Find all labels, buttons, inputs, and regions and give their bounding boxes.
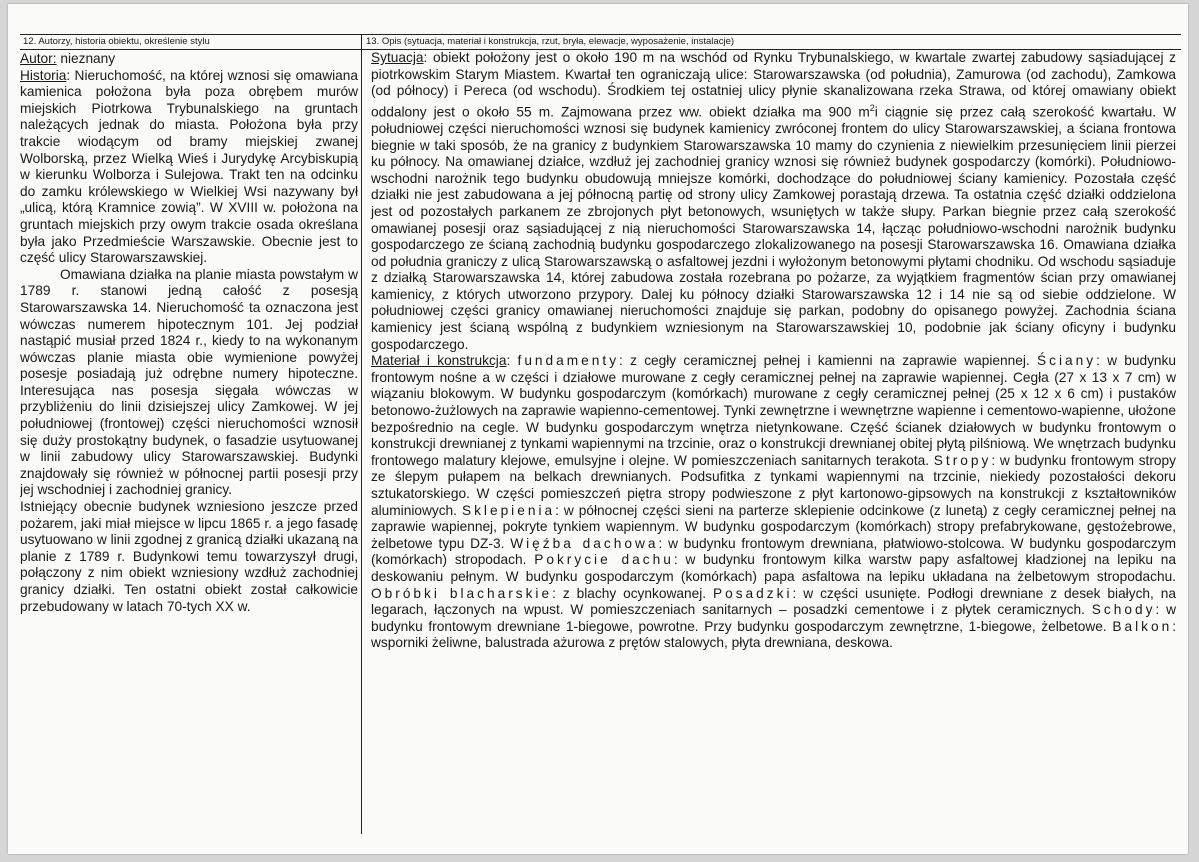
author-value: nieznany [56,51,116,66]
walls-text: : w budynku frontowym nośne a w części i działowe murowane z cegły ceramicznej pełnej na zaprawie wapiennej. Cegła (27 x 13 x 7 cm) w wiązaniu blokowym. W budynku gospodarczym (komórkach) murowane z cegły ceramicznej pełnej (25 x 12 x 6 cm) i pustaków betonowo-żużlowych na zaprawie wapienno-cementowej. Tynki zewnętrzne i wewnętrzne wapienne i cementowo-wapienne, ułożone bezpośrednio na cegle. W budynku gospodarczym wnętrza nietynkowane. Część ścianek działowych w budynku frontowym o konstrukcji drewnianej z tynkami wapiennymi na trzcinie, oraz o konstrukcji drewnianej obitej płytą pilśniową. We wnętrzach budynku frontowego malatury klejowe, emulsyjne i olejne. W pomieszczeniach sanitarnych terakota. [371,353,1176,468]
history-text: : Nieruchomość, na której wznosi się omawiana kamienica położona była poza obrębem murów miejskich Piotrkowa Trybunalskiego na gruntach należących jednak do miasta. Położona była przy trakcie wiodącym od bramy miejskiej zwanej Wolborską, przez Wielką Wieś i Jurydykę Arcybiskupią w kierunku Wolborza i Sulejowa. Trakt ten na odcinku do zamku królewskiego w Wielkiej Wsi nazywany był „ulicą, którą Kramnice zowią”. W XVIII w. położona na gruntach miejskich przy owym trakcie osada określana była jako Przedmieście Warszawskie. Obecnie jest to część ulicy Starowarszawskiej. [20,67,358,266]
stairs-label: Schody [1091,602,1156,618]
ceilings-text: : w budynku frontowym stropy ze ślepym pułapem na belkach drewnianych. Podsufitka z tynkami wapiennymi na trzcinie, niekiedy pozostałości dekoru sztukatorskiego. W części pomieszczeń piętra stropy podwieszone z płyt kartonowo-gipsowych na konstrukcji z kształtowników aluminiowych. [371,452,1176,518]
floors-text: : w części usunięte. Podłogi drewniane z desek białych, na legarach, łączonych na wpust. W pomieszczeniach sanitarnych – posadzki cementowe i z płytek ceramicznych. [371,585,1176,618]
history-paragraph-3: Istniejący obecnie budynek wzniesiono jeszcze przed pożarem, jaki miał miejsce w lipcu 1865 r. a jego fasadę usytuowano w linii zgodnej z granicą działki ukazaną na planie z 1789 r. Budynkowi temu towarzyszył drugi, połączony z nim obiekt wzniesiony wzdłuż zachodniej granicy działki. Ten ostatni obiekt został całkowicie przebudowany w latach 70-tych XX w. [20,499,358,614]
balcony-label: Balkon [1112,618,1173,634]
document-sheet [8,4,1188,854]
history-paragraph [20,68,358,267]
history-paragraph-2: Omawiana działka na planie miasta powstałym w 1789 r. stanowi jedną całość z posesją Starowarszawska 14. Nieruchomość ta oznaczona jest wówczas numerem hipotecznym 101. Jej podział nastąpić musiał przed 1824 r., kiedy to na wykonanym wówczas planie miasta obie wymienione powyżej posesje posiadają już odrębne numery hipoteczne. Interesująca nas posesja sięgała wówczas w przybliżeniu do linii dzisiejszej ulicy Zamkowej. W jej południowej (frontowej) części nieruchomości wznosił się duży prostokątny budynek, o fasadzie usytuowanej w linii zabudowy ulicy Starowarszawskiej. Budynki znajdowały się również w północnej partii posesji przy jej wschodniej i zachodniej granicy. [20,266,358,498]
foundations-text: : z cegły ceramicznej pełnej i kamienni na zaprawie wapiennej. [619,353,1037,369]
floors-label: Posadzki [712,585,793,601]
situation-text-a: : obiekt położony jest o około 190 m na wschód od Rynku Trybunalskiego, w kwartale zwartej zabudowy sąsiadującej z piotrkowskim Starym Miastem. Kwartał ten ograniczają ulice: Starowarszawska (od południa), Zamurowa (od zachodu), Zamkowa (od północy) i Pereca (od wschodu). Środkiem tej ostatniej ulicy płynie skanalizowana rzeka Strawa, od której omawiany obiekt oddalony jest o około 55 m. Zajmowana przez ww. obiekt działka ma 900 m [371,50,1176,120]
flashing-text: : z blachy ocynkowanej. [552,585,713,601]
header-left: 12. Autorzy, historia obiektu, określenie stylu [20,34,363,50]
walls-label: Ściany [1036,353,1097,369]
stairs-text: : w budynku frontowym drewniane 1-biegowe, powrotne. Przy budynku gospodarczym zewnętrzne, 1-biegowe, żelbetowe. [371,602,1176,634]
ceilings-label: Stropy [933,452,992,468]
history-label: Historia [20,67,67,83]
vaults-label: Sklepienia [461,502,556,518]
situation-paragraph [371,50,1176,353]
history-column [20,51,358,615]
area-unit-sup: 2 [869,102,875,113]
situation-text-b: i ciągnie się przez całą szerokość kwartału. W południowej części nieruchomości wznosi się budynek kamienicy zwróconej frontem do ulicy Starowarszawskiej, a ściana frontowa biegnie w taki sposób, że na granicy z budynkiem Starowarszawska 10 mamy do czynienia z niewielkim przesunięciem linii pierzei ku północy. Na omawianej działce, wzdłuż jej zachodniej granicy wznosi się również budynek gospodarczy (komórki). Południowo-wschodni narożnik tego budynku obudowują mniejsze komórki, dochodzące do południowej ściany kamienicy. Pozostała część działki nie jest zabudowana a jej północną partię od strony ulicy Zamkowej porastają drzewa. Ta ostatnia część działki oddzielona jest od pozostałych parkanem ze zbrojonych płyt betonowych, wsuniętych w także słupy. Parkan biegnie przez całą szerokość omawianej posesji oraz sąsiadującej z nią nieruchomości Starowarszawska 14, łącząc południowo-wschodni narożnik budynku gospodarczego ze ścianą zachodnią budynku gospodarczego zlokalizowanego na posesji Starowarszawska 16. Omawiana działka od południa graniczy z ulicą Starowarszawską o asfaltowej jezdni i wyłożonym betonowymi płytami chodniku. Od wschodu sąsiaduje z działką Starowarszawska 14, której zabudowa została rozebrana po pożarze, za wyjątkiem fragmentów ścian przy omawianej kamienicy, z których utworzono przypory. Dalej ku północy działki Starowarszawska 12 i 14 nie są od siebie oddzielone. W południowej części granicy omawianej nieruchomości znajduje się parkan, podobny do opisanego powyżej. Zachodnia ściana kamienicy jest ścianą wspólną z budynkiem wzniesionym na Starowarszawskiej 10, podobnie jak ściany oficyny i budynku gospodarczego. [371,104,1176,352]
material-colon: : [506,353,518,369]
roof-truss-label: Więźba dachowa [510,535,659,551]
balcony-text: : wsporniki żeliwne, balustrada ażurowa z prętów stalowych, płyta drewniana, deskowa. [371,618,1176,651]
flashing-label: Obróbki blacharskie [371,585,553,601]
roofing-text: : w budynku frontowym kilka warstw papy asfaltowej kładzionej na lepiku na deskowaniu pełnym. W budynku gospodarczym (komórkach) papa asfaltowa na lepiku układana na żelbetowym stropodachu. [371,552,1176,584]
material-paragraph [371,353,1176,652]
roofing-label: Pokrycie dachu [534,552,674,568]
author-paragraph [20,51,358,68]
situation-label: Sytuacja [371,50,424,65]
roof-truss-text: : w budynku frontowym drewniana, płatwiowo-stolcowa. W budynku gospodarczym (komórkach) stropodach. [371,535,1176,568]
author-label: Autor: [20,51,57,66]
material-label: Materiał i konstrukcja [371,353,507,369]
foundations-label: fundamenty [517,353,620,369]
header-right: 13. Opis (sytuacja, materiał i konstrukcja, rzut, bryła, elewacje, wyposażenie, instalacje) [363,34,1181,50]
description-column [361,50,1176,652]
vaults-text: : w północnej części sieni na parterze sklepienie odcinkowe (z lunetą) z cegły ceramicznej pełnej na zaprawie wapiennej, pokryte tynkiem wapiennym. W budynku gospodarczym (komórkach) stropy prefabrykowane, gęstożebrowe, żelbetowe typu DZ-3. [371,502,1176,551]
